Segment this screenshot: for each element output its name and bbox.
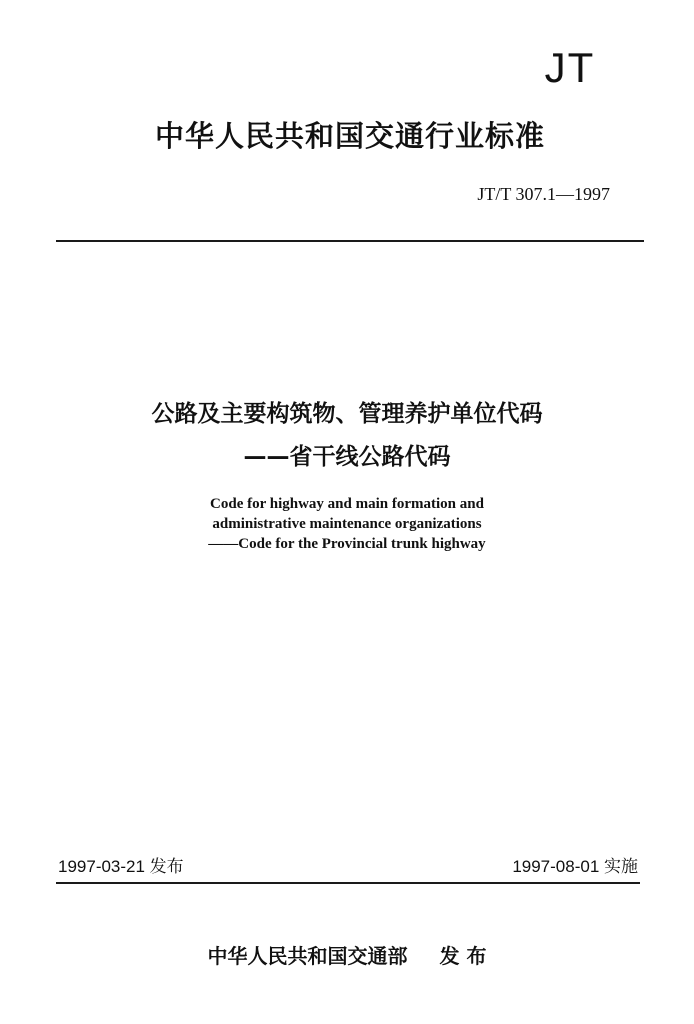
english-title-line: ——Code for the Provincial trunk highway (208, 536, 486, 552)
issue-date: 1997-03-21 发布 (58, 857, 184, 876)
chinese-subtitle: ——省干线公路代码 (243, 444, 451, 470)
standard-category-title: 中华人民共和国交通行业标准 (154, 119, 545, 153)
english-title-line: administrative maintenance organizations (212, 516, 482, 532)
publisher-name: 中华人民共和国交通部 (207, 944, 408, 968)
implementation-date: 1997-08-01 实施 (512, 857, 638, 876)
publisher-action: 发 布 (439, 944, 487, 968)
top-divider (56, 240, 644, 242)
chinese-title: 公路及主要构筑物、管理养护单位代码 (151, 401, 543, 427)
bottom-divider (56, 882, 640, 884)
standard-number: JT/T 307.1—1997 (477, 184, 610, 204)
jt-logo: JT (544, 44, 596, 91)
publisher-line (0, 940, 694, 969)
english-title-line: Code for highway and main formation and (210, 496, 484, 512)
english-title (0, 494, 694, 554)
